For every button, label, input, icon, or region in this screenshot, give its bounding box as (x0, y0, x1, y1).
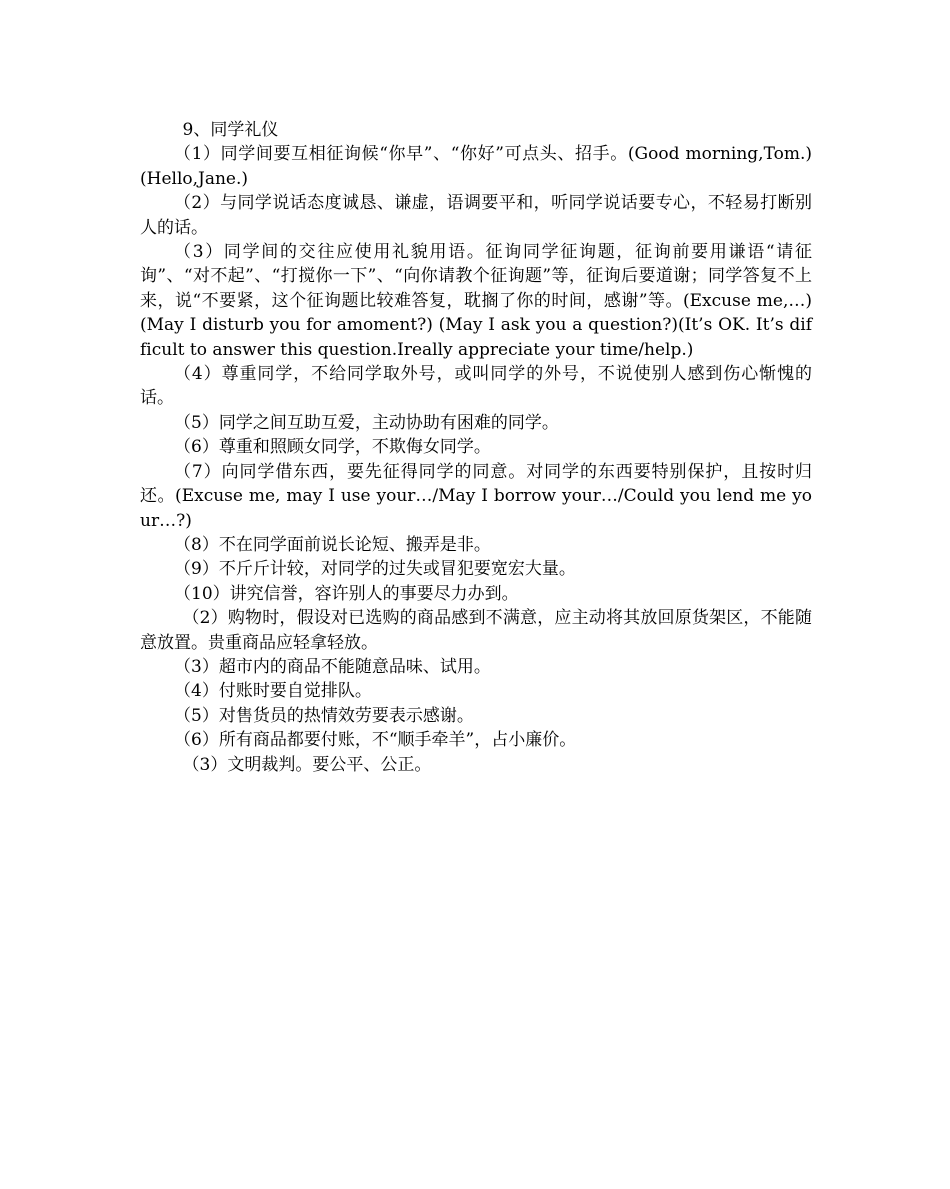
document-page (140, 118, 812, 777)
paragraph-8: （8）不在同学面前说长论短、搬弄是非。 (174, 534, 491, 555)
paragraph-10: （10）讲究信誉，容许别人的事要尽力办到。 (174, 583, 519, 604)
paragraph-1: （1）同学间要互相征询候“你早”、“你好”可点头、招手。(Good morning,Tom.)(Hello,Jane.) (140, 144, 812, 189)
paragraph-3: （3）同学间的交往应使用礼貌用语。征询同学征询题，征询前要用谦语“请征询”、“对不起”、“打搅你一下”、“向你请教个征询题”等，征询后要道谢；同学答复不上来，说“不要紧，这个征询题比较难答复，耽搁了你的时间，感谢”等。(Excuse me,…) (May I disturb you for amoment?) (May I ask you a question?)(It’s OK. It’s difficult to answer this question.Ireally appreciate your time/help.) (140, 242, 812, 360)
paragraph-11: （2）购物时，假设对已选购的商品感到不满意，应主动将其放回原货架区，不能随意放置。贵重商品应轻拿轻放。 (140, 608, 812, 653)
paragraph-6: （6）尊重和照顾女同学，不欺侮女同学。 (174, 437, 491, 458)
paragraph-16: （3）文明裁判。要公平、公正。 (182, 754, 432, 775)
paragraph-14: （5）对售货员的热情效劳要表示感谢。 (174, 705, 474, 726)
paragraph-2: （2）与同学说话态度诚恳、谦虚，语调要平和，听同学说话要专心，不轻易打断别人的话。 (140, 193, 812, 238)
paragraph-4: （4）尊重同学，不给同学取外号，或叫同学的外号，不说使别人感到伤心惭愧的话。 (140, 364, 812, 409)
paragraph-5: （5）同学之间互助互爱，主动协助有困难的同学。 (174, 412, 559, 433)
section-heading: 9、同学礼仪 (182, 120, 279, 140)
paragraph-13: （4）付账时要自觉排队。 (174, 681, 372, 702)
paragraph-9: （9）不斤斤计较，对同学的过失或冒犯要宽宏大量。 (174, 559, 576, 580)
paragraph-15: （6）所有商品都要付账，不“顺手牵羊”，占小廉价。 (174, 730, 577, 751)
paragraph-12: （3）超市内的商品不能随意品味、试用。 (174, 656, 491, 677)
paragraph-7: （7）向同学借东西，要先征得同学的同意。对同学的东西要特别保护，且按时归还。(Excuse me, may I use your…/May I borrow your…/Could you lend me your…?) (140, 461, 812, 531)
